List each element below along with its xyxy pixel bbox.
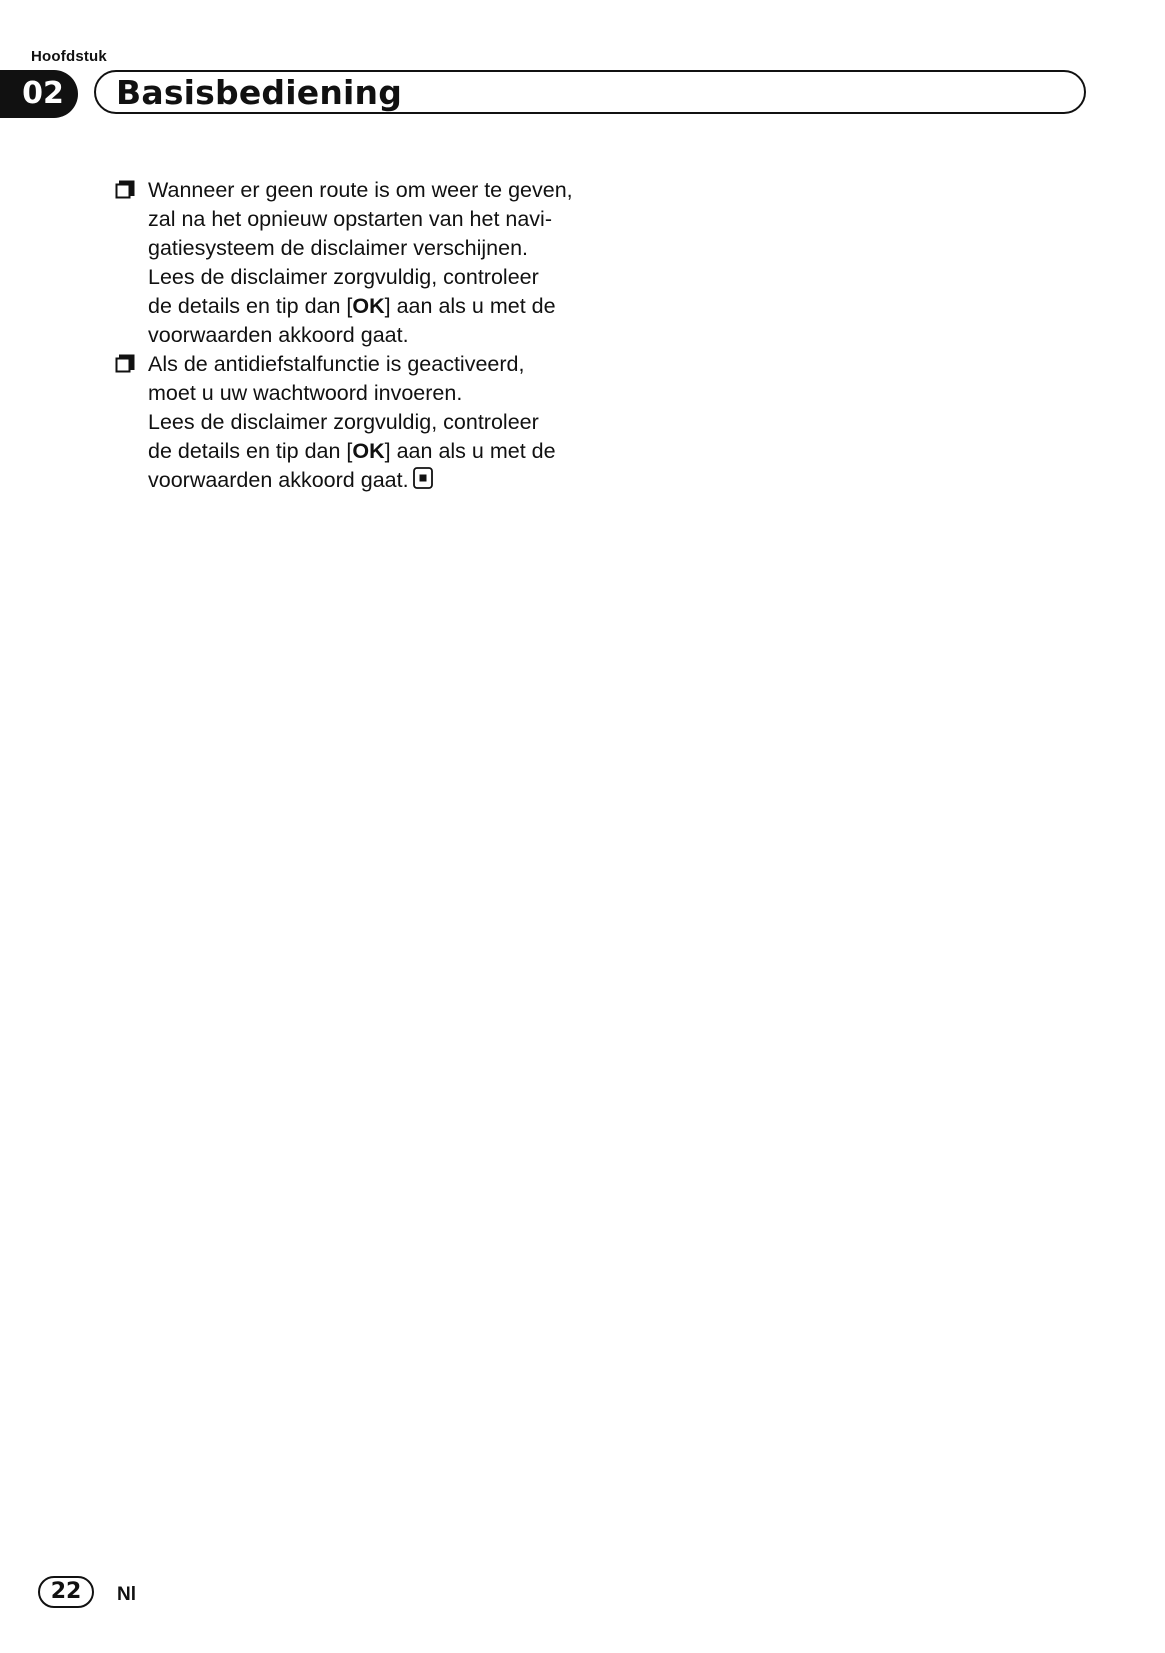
note-checkbox-icon [115,180,135,200]
note-item [115,350,585,495]
note-text-line: moet u uw wachtwoord invoeren. [148,381,463,405]
note-text-line: Lees de disclaimer zorgvuldig, controleer [148,265,539,289]
note-text-line: voorwaarden akkoord gaat. [148,323,409,347]
page-number: 22 [38,1576,94,1608]
note-text-line [148,466,585,495]
chapter-title-bar [94,70,1086,114]
note-text-segment: de details en tip dan [ [148,439,353,463]
chapter-number-badge: 02 [0,70,78,118]
note-item [115,176,585,350]
note-text-line [148,292,585,321]
key-label-ok: OK [352,294,385,318]
main-content [115,176,585,495]
note-text-segment: de details en tip dan [ [148,294,353,318]
note-text-line [148,437,585,466]
note-text-line: Wanneer er geen route is om weer te geven, [148,178,573,202]
key-label-ok: OK [352,439,385,463]
language-code: Nl [117,1584,136,1605]
note-text-segment: voorwaarden akkoord gaat. [148,468,409,492]
note-text-line: gatiesysteem de disclaimer verschijnen. [148,236,528,260]
chapter-label: Hoofdstuk [31,48,107,65]
note-text-line: Als de antidiefstalfunctie is geactiveerd, [148,352,525,376]
end-of-section-icon [413,467,433,489]
note-text-segment: ] aan als u met de [384,294,556,318]
note-text-line: Lees de disclaimer zorgvuldig, controleer [148,410,539,434]
note-text-segment: ] aan als u met de [384,439,556,463]
note-text-line: zal na het opnieuw opstarten van het navi- [148,207,552,231]
chapter-title: Basisbediening [116,73,403,112]
note-checkbox-icon [115,354,135,374]
